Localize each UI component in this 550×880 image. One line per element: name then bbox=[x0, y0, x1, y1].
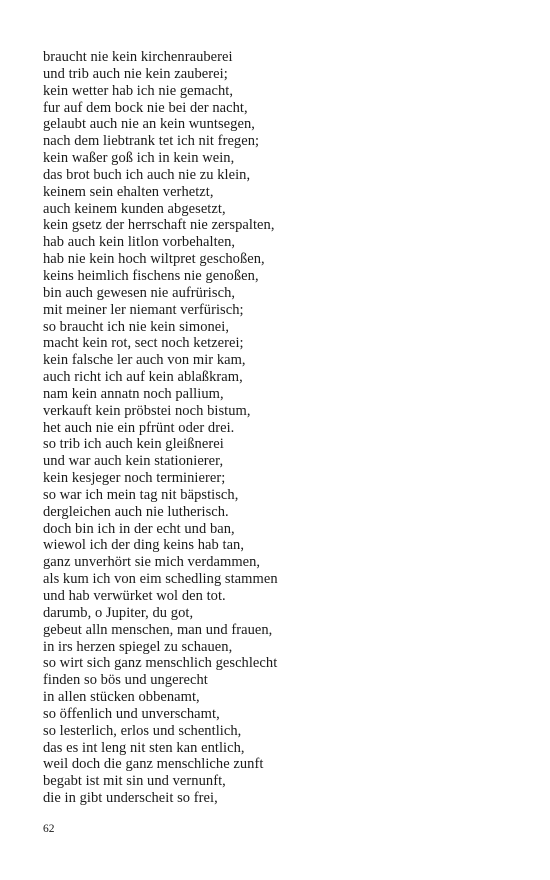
verse-line: bin auch gewesen nie aufrürisch, bbox=[43, 284, 236, 301]
verse-line: kein kesjeger noch terminierer; bbox=[43, 470, 226, 487]
verse-line: kein waßer goß ich in kein wein, bbox=[43, 150, 235, 167]
verse-line: so wirt sich ganz menschlich geschlecht bbox=[43, 655, 278, 672]
verse-line: begabt ist mit sin und vernunft, bbox=[43, 773, 226, 790]
verse-line: finden so bös und ungerecht bbox=[43, 672, 208, 689]
verse-line: so lesterlich, erlos und schentlich, bbox=[43, 722, 242, 739]
verse-line: dergleichen auch nie lutherisch. bbox=[43, 503, 229, 520]
verse-line: wiewol ich der ding keins hab tan, bbox=[43, 537, 245, 554]
verse-line: gelaubt auch nie an kein wuntsegen, bbox=[43, 116, 255, 133]
verse-line: auch richt ich auf kein ablaßkram, bbox=[43, 369, 243, 386]
verse-line: und war auch kein stationierer, bbox=[43, 453, 224, 470]
verse-line: ganz unverhört sie mich verdammen, bbox=[43, 554, 261, 571]
verse-line: weil doch die ganz menschliche zunft bbox=[43, 756, 264, 773]
verse-line: die in gibt underscheit so frei, bbox=[43, 790, 218, 807]
verse-line: kein gsetz der herrschaft nie zerspalten, bbox=[43, 217, 275, 234]
verse-line: keinem sein ehalten verhetzt, bbox=[43, 183, 214, 200]
verse-line: und trib auch nie kein zauberei; bbox=[43, 65, 228, 82]
verse-line: nach dem liebtrank tet ich nit fregen; bbox=[43, 133, 260, 150]
page-number: 62 bbox=[43, 823, 55, 835]
verse-line: so war ich mein tag nit bäpstisch, bbox=[43, 486, 239, 503]
verse-line: und hab verwürket wol den tot. bbox=[43, 588, 226, 604]
verse-line: doch bin ich in der echt und ban, bbox=[43, 520, 235, 537]
verse-line: darumb, o Jupiter, du got, bbox=[43, 604, 194, 621]
verse-line: kein wetter hab ich nie gemacht, bbox=[43, 82, 234, 99]
verse-line: fur auf dem bock nie bei der nacht, bbox=[43, 99, 248, 116]
poem-text bbox=[43, 49, 278, 807]
verse-line: braucht nie kein kirchenrauberei bbox=[43, 49, 233, 65]
verse-line: hab auch kein litlon vorbehalten, bbox=[43, 234, 236, 251]
verse-line: so trib ich auch kein gleißnerei bbox=[43, 436, 224, 453]
verse-line: in irs herzen spiegel zu schauen, bbox=[43, 638, 233, 655]
verse-line: so braucht ich nie kein simonei, bbox=[43, 318, 230, 335]
verse-line: in allen stücken obbenamt, bbox=[43, 689, 200, 706]
verse-line: macht kein rot, sect noch ketzerei; bbox=[43, 335, 244, 352]
verse-line: kein falsche ler auch von mir kam, bbox=[43, 352, 246, 369]
verse-line: als kum ich von eim schedling stammen bbox=[43, 571, 278, 588]
verse-line: verkauft kein pröbstei noch bistum, bbox=[43, 402, 251, 419]
verse-line: so öffenlich und unverschamt, bbox=[43, 705, 220, 722]
verse-line: nam kein annatn noch pallium, bbox=[43, 385, 224, 402]
verse-line: het auch nie ein pfrünt oder drei. bbox=[43, 419, 235, 436]
verse-line: keins heimlich fischens nie genoßen, bbox=[43, 267, 259, 284]
verse-line: mit meiner ler niemant verfürisch; bbox=[43, 301, 244, 318]
verse-line: hab nie kein hoch wiltpret geschoßen, bbox=[43, 251, 265, 268]
verse-line: auch keinem kunden abgesetzt, bbox=[43, 200, 226, 217]
verse-line: gebeut alln menschen, man und frauen, bbox=[43, 621, 273, 638]
verse-line: das es int leng nit sten kan entlich, bbox=[43, 739, 245, 756]
verse-line: das brot buch ich auch nie zu klein, bbox=[43, 166, 251, 183]
